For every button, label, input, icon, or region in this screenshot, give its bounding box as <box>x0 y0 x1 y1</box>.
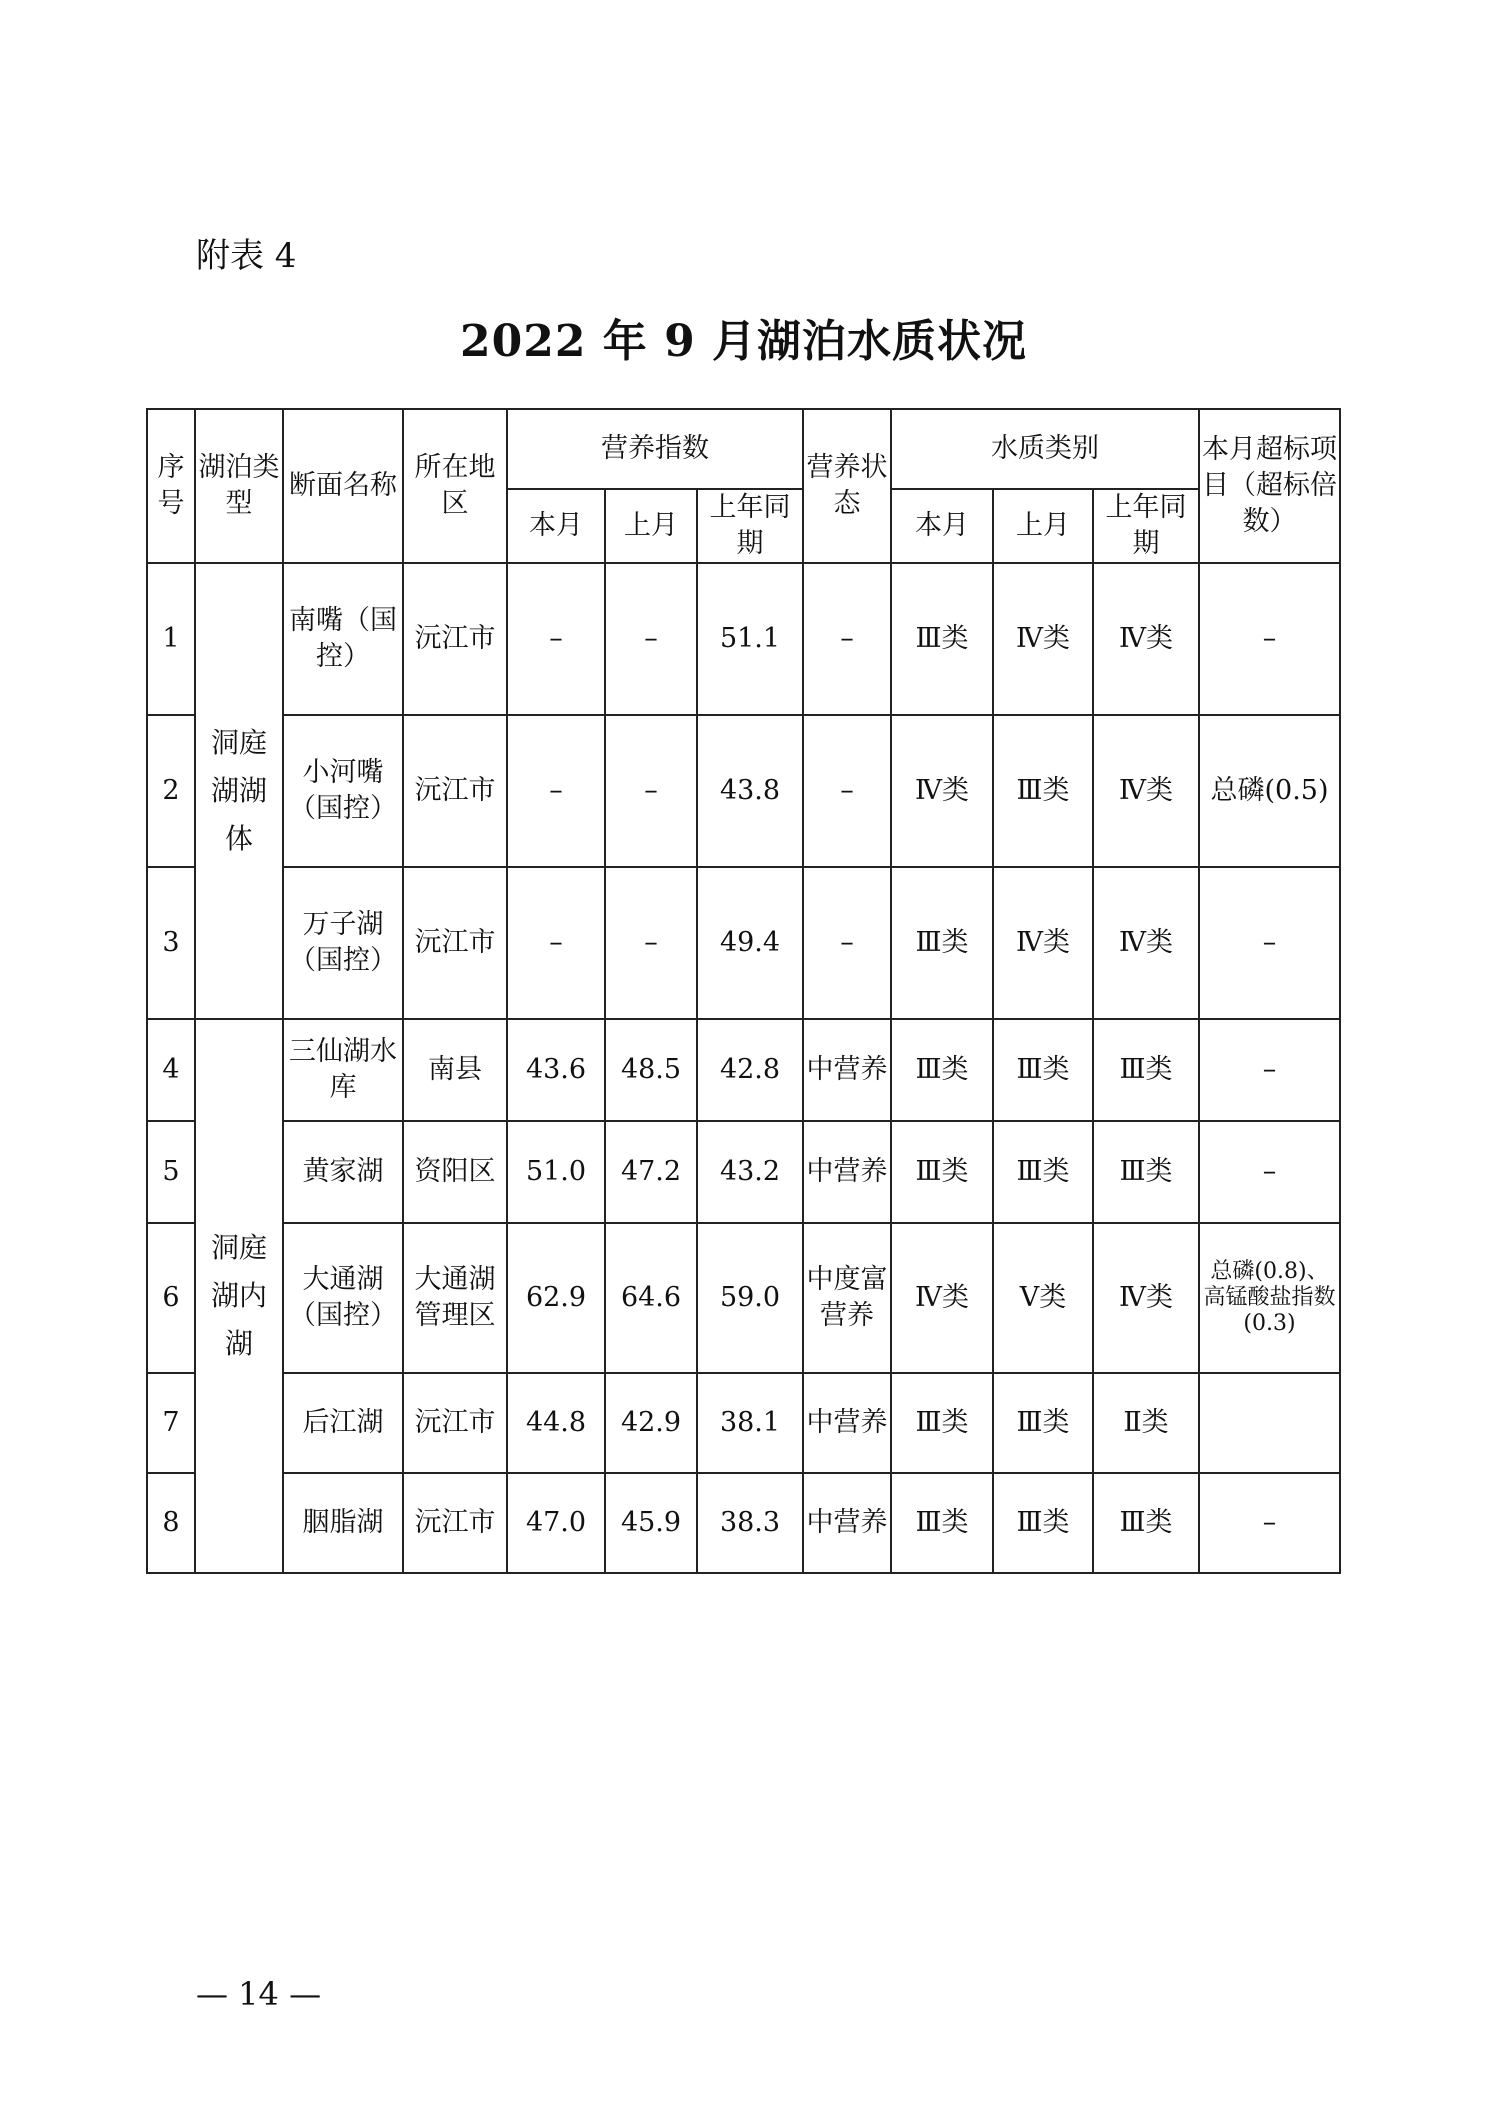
header-wq-same-period: 上年同期 <box>1093 489 1199 563</box>
row-ti-now: – <box>507 867 605 1019</box>
row-exceed: – <box>1199 1121 1340 1223</box>
row-ti-yoy: 38.1 <box>697 1373 803 1473</box>
row-trophic-state: 中营养 <box>803 1121 891 1223</box>
row-section-name: 小河嘴（国控） <box>283 715 403 867</box>
row-region: 沅江市 <box>403 1373 507 1473</box>
row-section-name: 后江湖 <box>283 1373 403 1473</box>
row-seq: 3 <box>147 867 195 1019</box>
row-seq: 8 <box>147 1473 195 1573</box>
row-region: 南县 <box>403 1019 507 1121</box>
row-trophic-state: 中营养 <box>803 1019 891 1121</box>
row-exceed: – <box>1199 563 1340 715</box>
row-exceed: – <box>1199 867 1340 1019</box>
header-wq-this-month: 本月 <box>891 489 993 563</box>
row-wq-yoy: Ⅲ类 <box>1093 1121 1199 1223</box>
row-wq-last: Ⅲ类 <box>993 1373 1093 1473</box>
row-section-name: 胭脂湖 <box>283 1473 403 1573</box>
page-number: — 14 — <box>196 1975 322 2013</box>
row-region: 沅江市 <box>403 1473 507 1573</box>
header-ti-same-period: 上年同期 <box>697 489 803 563</box>
header-trophic-state: 营养状态 <box>803 409 891 563</box>
row-ti-now: 44.8 <box>507 1373 605 1473</box>
row-wq-yoy: Ⅲ类 <box>1093 1019 1199 1121</box>
row-wq-yoy: Ⅳ类 <box>1093 867 1199 1019</box>
header-trophic-index: 营养指数 <box>507 409 803 489</box>
row-wq-last: Ⅳ类 <box>993 867 1093 1019</box>
row-ti-now: 62.9 <box>507 1223 605 1373</box>
row-seq: 1 <box>147 563 195 715</box>
row-ti-now: 47.0 <box>507 1473 605 1573</box>
row-wq-now: Ⅳ类 <box>891 715 993 867</box>
row-section-name: 黄家湖 <box>283 1121 403 1223</box>
row-exceed: 总磷(0.8)、高锰酸盐指数(0.3) <box>1199 1223 1340 1373</box>
row-wq-last: Ⅲ类 <box>993 1473 1093 1573</box>
row-trophic-state: – <box>803 715 891 867</box>
row-wq-yoy: Ⅳ类 <box>1093 563 1199 715</box>
row-wq-yoy: Ⅱ类 <box>1093 1373 1199 1473</box>
row-trophic-state: 中度富营养 <box>803 1223 891 1373</box>
row-ti-yoy: 42.8 <box>697 1019 803 1121</box>
row-trophic-state: 中营养 <box>803 1473 891 1573</box>
row-ti-last: – <box>605 563 697 715</box>
row-section-name: 大通湖（国控） <box>283 1223 403 1373</box>
row-exceed <box>1199 1373 1340 1473</box>
row-region: 沅江市 <box>403 715 507 867</box>
row-ti-yoy: 51.1 <box>697 563 803 715</box>
row-ti-now: 51.0 <box>507 1121 605 1223</box>
row-trophic-state: 中营养 <box>803 1373 891 1473</box>
row-wq-now: Ⅲ类 <box>891 563 993 715</box>
row-wq-last: Ⅴ类 <box>993 1223 1093 1373</box>
row-region: 大通湖管理区 <box>403 1223 507 1373</box>
header-exceed: 本月超标项目（超标倍数） <box>1199 409 1340 563</box>
header-lake-type: 湖泊类型 <box>195 409 283 563</box>
row-wq-now: Ⅲ类 <box>891 1373 993 1473</box>
row-wq-last: Ⅳ类 <box>993 563 1093 715</box>
row-wq-now: Ⅳ类 <box>891 1223 993 1373</box>
row-wq-now: Ⅲ类 <box>891 867 993 1019</box>
row-ti-yoy: 49.4 <box>697 867 803 1019</box>
header-region: 所在地区 <box>403 409 507 563</box>
row-wq-now: Ⅲ类 <box>891 1019 993 1121</box>
row-ti-yoy: 43.2 <box>697 1121 803 1223</box>
row-exceed: 总磷(0.5) <box>1199 715 1340 867</box>
header-ti-this-month: 本月 <box>507 489 605 563</box>
row-wq-last: Ⅲ类 <box>993 1121 1093 1223</box>
lake-water-quality-table <box>146 408 1341 1574</box>
row-ti-now: – <box>507 715 605 867</box>
appendix-label: 附表 4 <box>196 236 297 276</box>
row-trophic-state: – <box>803 563 891 715</box>
page-title: 2022 年 9 月湖泊水质状况 <box>459 316 1028 367</box>
row-ti-last: 45.9 <box>605 1473 697 1573</box>
row-seq: 6 <box>147 1223 195 1373</box>
row-wq-last: Ⅲ类 <box>993 1019 1093 1121</box>
row-ti-last: 48.5 <box>605 1019 697 1121</box>
row-seq: 7 <box>147 1373 195 1473</box>
row-seq: 4 <box>147 1019 195 1121</box>
row-wq-yoy: Ⅳ类 <box>1093 715 1199 867</box>
row-ti-yoy: 59.0 <box>697 1223 803 1373</box>
row-wq-last: Ⅲ类 <box>993 715 1093 867</box>
row-wq-yoy: Ⅲ类 <box>1093 1473 1199 1573</box>
row-section-name: 南嘴（国控） <box>283 563 403 715</box>
row-ti-yoy: 43.8 <box>697 715 803 867</box>
row-trophic-state: – <box>803 867 891 1019</box>
row-seq: 2 <box>147 715 195 867</box>
header-wq-last-month: 上月 <box>993 489 1093 563</box>
row-region: 资阳区 <box>403 1121 507 1223</box>
header-seq: 序号 <box>147 409 195 563</box>
header-water-class: 水质类别 <box>891 409 1199 489</box>
row-wq-now: Ⅲ类 <box>891 1121 993 1223</box>
row-wq-now: Ⅲ类 <box>891 1473 993 1573</box>
row-section-name: 三仙湖水库 <box>283 1019 403 1121</box>
row-region: 沅江市 <box>403 563 507 715</box>
row-exceed: – <box>1199 1019 1340 1121</box>
row-exceed: – <box>1199 1473 1340 1573</box>
row-ti-now: 43.6 <box>507 1019 605 1121</box>
row-ti-last: – <box>605 867 697 1019</box>
row-region: 沅江市 <box>403 867 507 1019</box>
row-ti-last: 47.2 <box>605 1121 697 1223</box>
lake-type-group: 洞庭湖湖体 <box>195 563 283 1019</box>
row-ti-now: – <box>507 563 605 715</box>
row-section-name: 万子湖（国控） <box>283 867 403 1019</box>
row-ti-last: 42.9 <box>605 1373 697 1473</box>
header-section-name: 断面名称 <box>283 409 403 563</box>
row-wq-yoy: Ⅳ类 <box>1093 1223 1199 1373</box>
row-seq: 5 <box>147 1121 195 1223</box>
row-ti-yoy: 38.3 <box>697 1473 803 1573</box>
lake-type-group: 洞庭湖内湖 <box>195 1019 283 1573</box>
row-ti-last: – <box>605 715 697 867</box>
header-ti-last-month: 上月 <box>605 489 697 563</box>
row-ti-last: 64.6 <box>605 1223 697 1373</box>
